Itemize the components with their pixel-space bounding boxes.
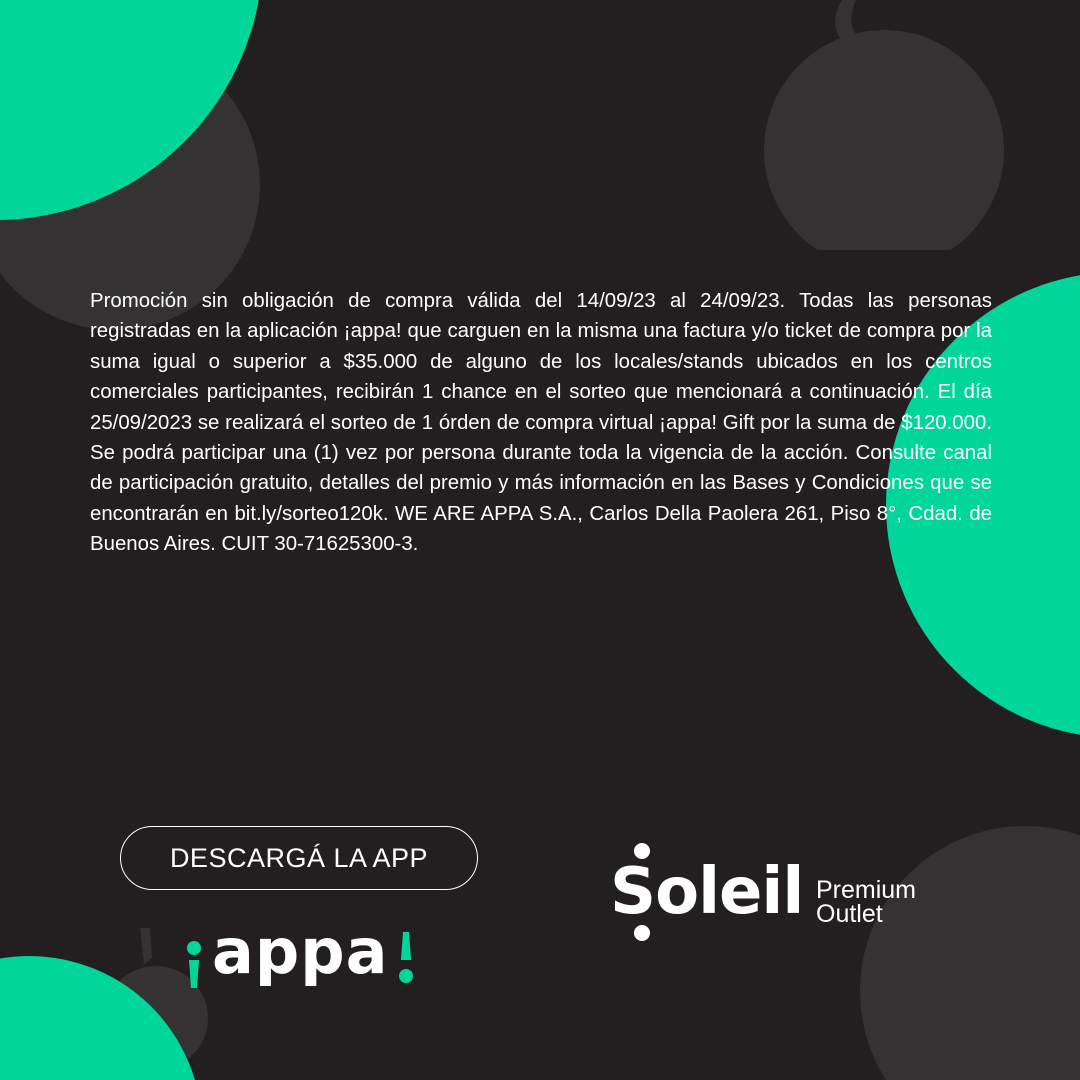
dark-ornament-top-right — [760, 0, 1010, 250]
soleil-logo-outlet: Outlet — [816, 900, 883, 928]
soleil-logo-premium: Premium — [816, 876, 917, 904]
soleil-premium-outlet-logo — [610, 842, 970, 942]
appa-exclamation-icon — [394, 926, 418, 990]
soleil-logo-wordmark: Soleil — [610, 855, 804, 929]
soleil-logo-subtitle — [816, 878, 916, 926]
legal-terms-text: Promoción sin obligación de compra válida del 14/09/23 al 24/09/23. Todas las personas registradas en la aplicación ¡appa! que carguen en la misma una factura y/o ticket de compra por la suma igual o superior a $35.000 de alguno de los locales/stands ubicados en los centros comerciales participantes, recibirán 1 chance en el sorteo que mencionará a continuación. El día 25/09/2023 se realizará el sorteo de 1 órden de compra virtual ¡appa! Gift por la suma de $120.000. Se podrá participar una (1) vez por persona durante toda la vigencia de la acción. Consulte canal de participación gratuito, detalles del premio y más información en las Bases y Condiciones que se encontrarán en bit.ly/sorteo120k. WE ARE APPA S.A., Carlos Della Paolera 261, Piso 8°, Cdad. de Buenos Aires. CUIT 30-71625300-3. — [90, 290, 992, 556]
appa-inverted-exclamation-icon — [182, 926, 206, 990]
appa-logo-wordmark: appa — [212, 915, 389, 988]
download-app-button[interactable]: DESCARGÁ LA APP — [120, 826, 478, 890]
appa-logo — [182, 915, 422, 998]
